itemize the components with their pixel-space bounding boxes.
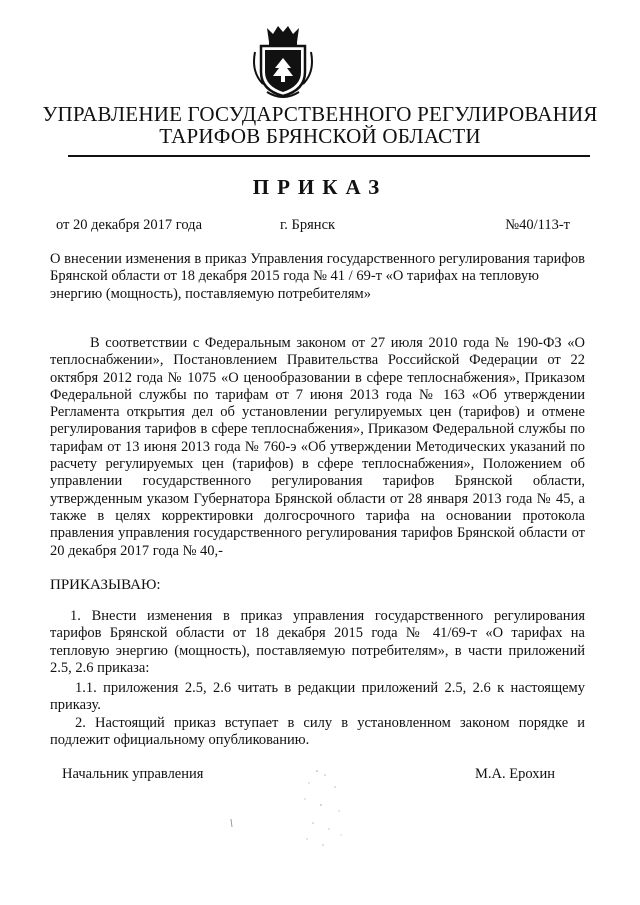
coat-of-arms-icon: [253, 22, 313, 98]
scan-mark-icon: [228, 818, 238, 828]
faint-stamp-icon: [295, 765, 355, 850]
authority-name-line2: ТАРИФОВ БРЯНСКОЙ ОБЛАСТИ: [159, 124, 481, 148]
order-item-1-1: 1.1. приложения 2.5, 2.6 читать в редакции приложений 2.5, 2.6 к настоящему приказу.: [50, 680, 585, 714]
document-number: №40/113-т: [505, 217, 570, 233]
order-subject: О внесении изменения в приказ Управления государственного регулирования тарифов Брянской области от 18 декабря 2015 года № 41 / 69-т «О тарифах на тепловую энергию (мощность), поставляемую потребителям»: [50, 251, 585, 302]
document-date: от 20 декабря 2017 года: [56, 217, 202, 233]
signatory-role: Начальник управления: [62, 766, 204, 782]
document-title: ПРИКАЗ: [252, 175, 388, 199]
signatory-name: М.А. Ерохин: [474, 766, 555, 782]
order-item-2: 2. Настоящий приказ вступает в силу в установленном законом порядке и подлежит официальному опубликованию.: [50, 715, 585, 749]
order-preamble: В соответствии с Федеральным законом от 27 июля 2010 года № 190-ФЗ «О теплоснабжении», Постановлением Правительства Российской Федерации от 22 октября 2012 года № 1075 «О ценообразовании в сфере теплоснабжения», Приказом Федеральной службы по тарифам от 7 июня 2013 года № 163 «Об утверждении Регламента открытия дел об установлении регулируемых цен (тарифов) и отмене регулирования тарифов в сфере теплоснабжения», Приказом Федеральной службы по тарифам от 13 июня 2013 года № 760-э «Об утверждении Методических указаний по расчету регулируемых цен (тарифов) в сфере теплоснабжения», Положением об управлении государственного регулирования тарифов Брянской области, утвержденным указом Губернатора Брянской области от 28 января 2013 года № 45, а также в целях корректировки долгосрочного тарифа на основании протокола правления управления государственного регулирования тарифов Брянской области от 20 декабря 2017 года № 40,-: [50, 335, 585, 559]
header-divider: [68, 155, 590, 157]
document-city: г. Брянск: [280, 217, 336, 233]
authority-name-line1: УПРАВЛЕНИЕ ГОСУДАРСТВЕННОГО РЕГУЛИРОВАНИЯ: [42, 102, 598, 126]
order-word: ПРИКАЗЫВАЮ:: [50, 577, 161, 593]
order-item-1: 1. Внести изменения в приказ управления государственного регулирования тарифов Брянской области от 18 декабря 2015 года № 41/69-т «О тарифах на тепловую энергию (мощность), поставляемую потребителям», в части приложений 2.5, 2.6 приказа:: [50, 608, 585, 676]
